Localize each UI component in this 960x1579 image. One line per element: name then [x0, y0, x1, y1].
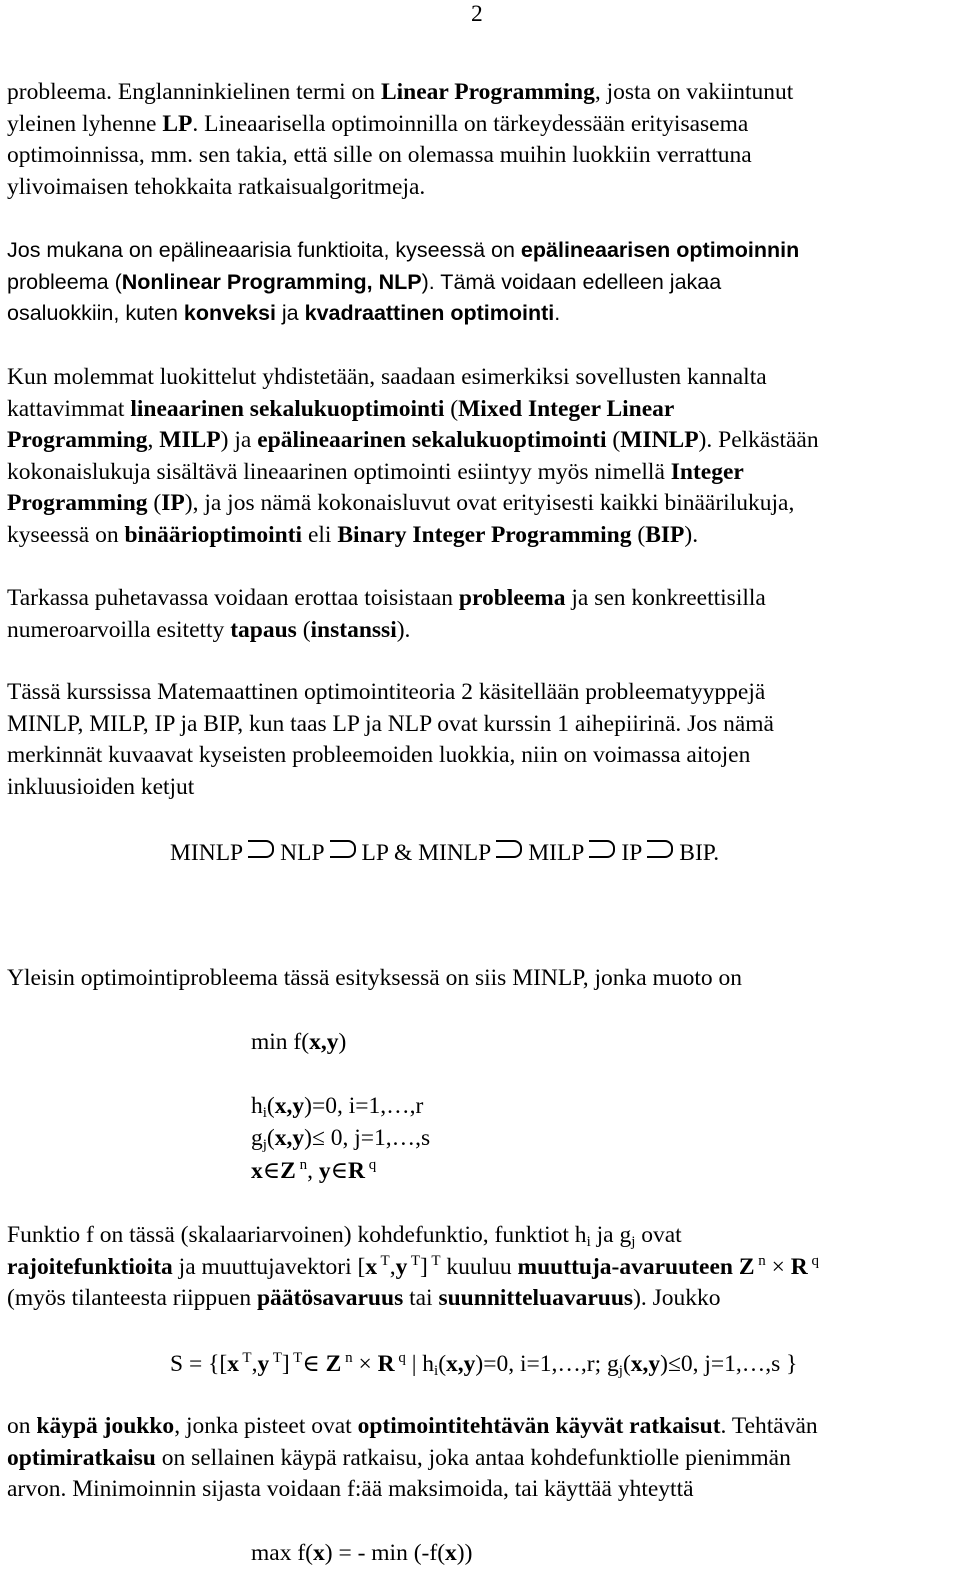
inclusion-chain: MINLP NLP LP & MINLP MILP IP BIP. — [170, 840, 720, 866]
constraint-g: $g_j(x,y)\le 0$, j=1,…,s — [251, 1125, 431, 1153]
domain-constraint: x∈Z $^n$, y∈R $^q$ — [251, 1157, 377, 1184]
max-min-relation: max f(x) = - min (-f(x)) — [251, 1540, 473, 1566]
paragraph-nlp: Jos mukana on epälineaarisia funktioita, kyseessä on epälineaarisen optimoinnin probleema (Nonlinear Programming, NLP). Tämä voidaan edelleen jakaa osaluokkiin, kuten konveksi ja kvadraattinen optimointi. — [7, 238, 800, 325]
superset-symbol — [248, 840, 274, 858]
constraint-h: $h_i(x,y)=0$, i=1,…,r — [251, 1093, 424, 1121]
paragraph-general-form: Yleisin optimointiprobleema tässä esityksessä on siis MINLP, jonka muoto on — [7, 965, 742, 991]
objective-min: min f(x,y) — [251, 1029, 347, 1055]
superset-symbol — [589, 840, 615, 858]
paragraph-instance: Tarkassa puhetavassa voidaan erottaa toisistaan probleema ja sen konkreettisilla numeroarvoilla esitetty tapaus (instanssi). — [7, 585, 766, 643]
superset-symbol — [496, 840, 522, 858]
page-number: 2 — [471, 1, 483, 27]
paragraph-feasible: on käypä joukko, jonka pisteet ovat optimointitehtävän käyvät ratkaisut. Tehtävän optimiratkaisu on sellainen käypä ratkaisu, joka antaa kohdefunktiolle pienimmän arvon. Minimoinnin sijasta voidaan f:ää maksimoida, tai käyttää yhteyttä — [7, 1413, 818, 1502]
paragraph-functions: Funktio f on tässä (skalaariarvoinen) kohdefunktio, funktiot $h_i$ ja $g_j$ ovat rajoitefunktioita ja muuttujavektori [x $^T$,y $^T$] $^T$ kuuluu muuttuja-avaruuteen Z $^n$ × R $^q$ (myös tilanteesta riippuen päätösavaruus tai suunnitteluavaruus). Joukko — [7, 1222, 820, 1311]
superset-symbol — [647, 840, 673, 858]
paragraph-course: Tässä kurssissa Matemaattinen optimointiteoria 2 käsitellään probleematyyppejä MINLP, MILP, IP ja BIP, kun taas LP ja NLP ovat kurssin 1 aihepiirinä. Jos nämä merkinnät kuvaavat kyseisten probleemoiden luokkia, niin on voimassa aitojen inkluusioiden ketjut — [7, 679, 774, 800]
paragraph-minlp: Kun molemmat luokittelut yhdistetään, saadaan esimerkiksi sovellusten kannalta kattavimmat lineaarinen sekalukuoptimointi (Mixed Integer Linear Programming, MILP) ja epälineaarinen sekalukuoptimointi (MINLP). Pelkästään kokonaislukuja sisältävä lineaarinen optimointi esiintyy myös nimellä Integer Programming (IP), ja jos nämä kokonaisluvut ovat erityisesti kaikki binäärilukuja, kyseessä on binäärioptimointi eli Binary Integer Programming (BIP). — [7, 364, 819, 548]
feasible-set-definition: S = {[x $^T$,y $^T$] $^T$∈ Z $^n$ × R $^q$ | $h_i(x,y)=0$, i=1,…,r; $g_j(x,y)\le 0$, j=1,…,s } — [170, 1350, 798, 1379]
superset-symbol — [330, 840, 356, 858]
paragraph-lp: probleema. Englanninkielinen termi on Linear Programming, josta on vakiintunut yleinen lyhenne LP. Lineaarisella optimoinnilla on tärkeydessään erityisasema optimoinnissa, mm. sen takia, että sille on olemassa muihin luokkiin verrattuna ylivoimaisen tehokkaita ratkaisualgoritmeja. — [7, 79, 794, 200]
